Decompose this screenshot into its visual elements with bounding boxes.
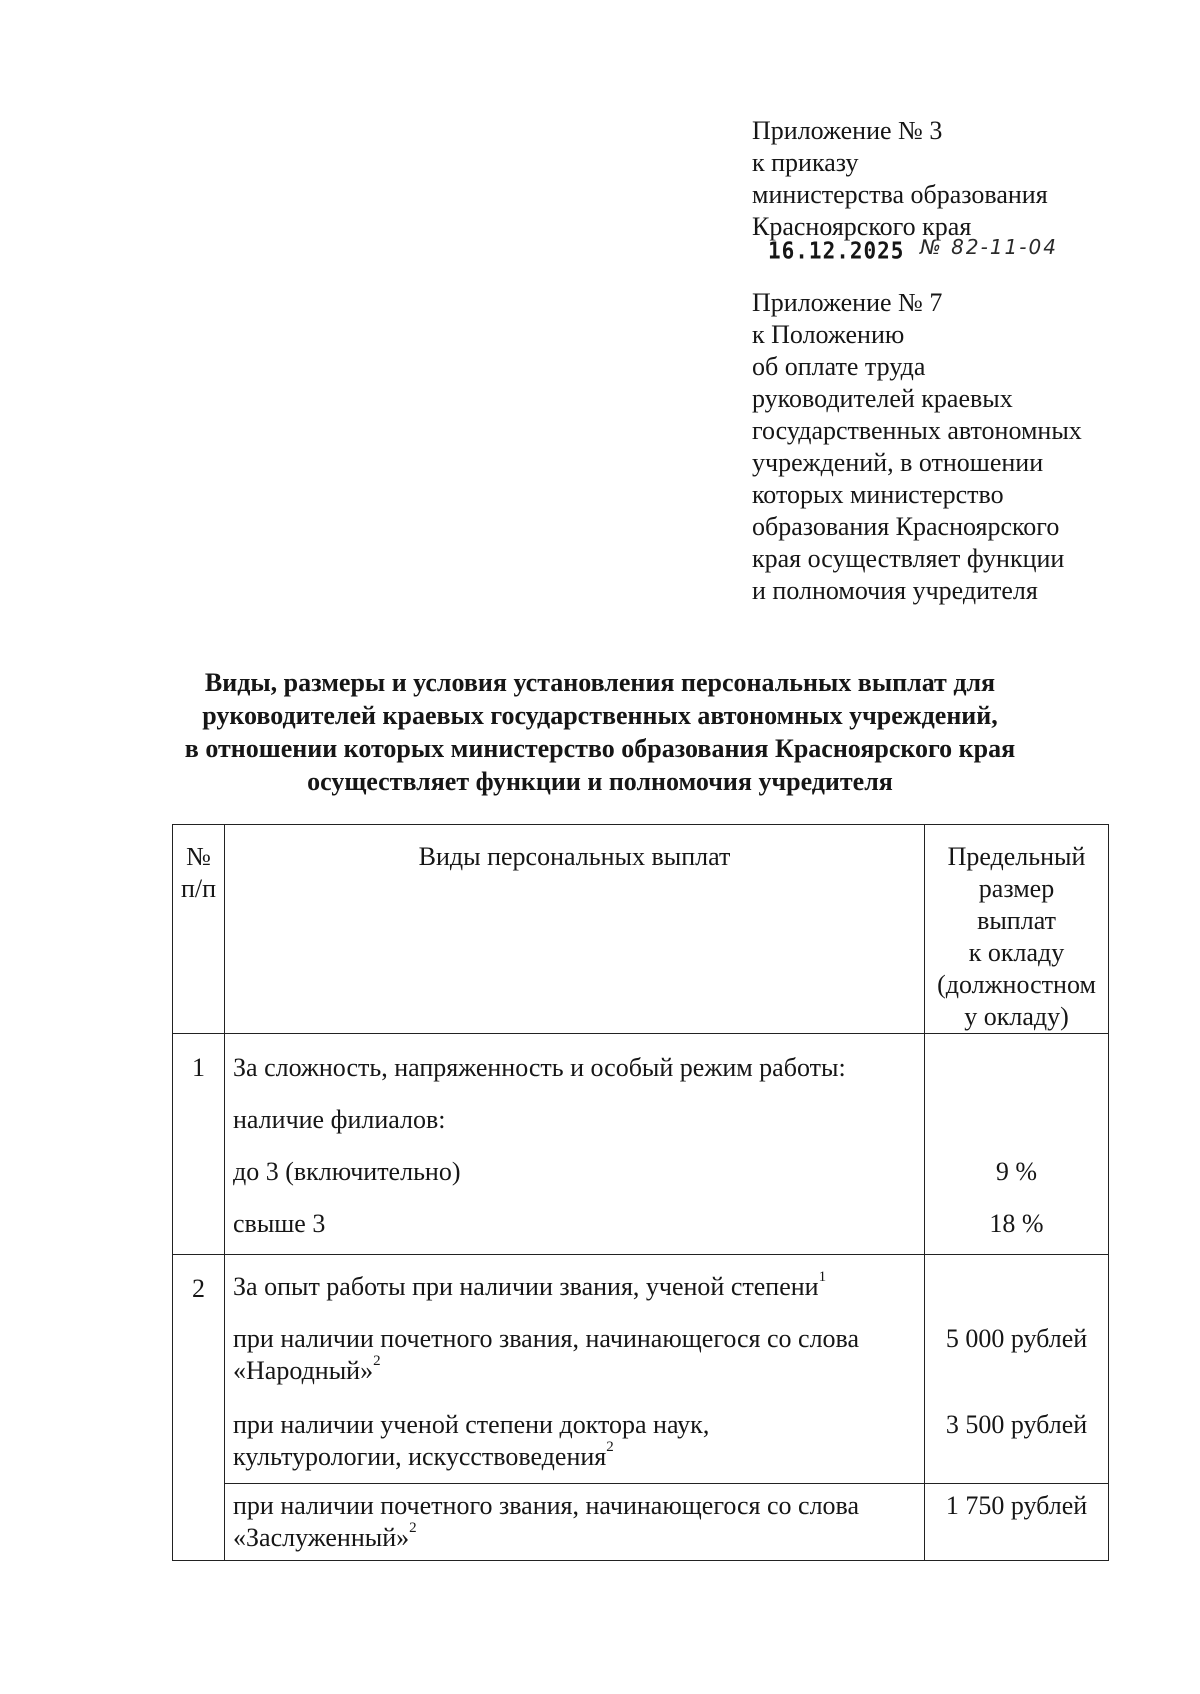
title-line: Виды, размеры и условия установления персональных выплат для xyxy=(204,668,996,697)
header-kind-text: Виды персональных выплат xyxy=(418,842,731,871)
regulation-line: государственных автономных xyxy=(752,416,1082,445)
footnote-mark: 2 xyxy=(409,1520,417,1537)
title-line: осуществляет функции и полномочия учредителя xyxy=(307,767,893,796)
row2-title-text: За опыт работы при наличии звания, ученой степени xyxy=(233,1272,819,1301)
handwritten-date-number xyxy=(752,235,1182,264)
row1-item-value: 18 % xyxy=(989,1209,1044,1238)
row1-subtitle: наличие филиалов: xyxy=(233,1105,446,1134)
row-number: 2 xyxy=(173,1255,225,1561)
header-max-line: размер xyxy=(978,874,1055,903)
row2-item-label-b: «Заслуженный» xyxy=(233,1523,410,1552)
footnote-mark: 2 xyxy=(373,1353,381,1370)
header-max-line: у окладу) xyxy=(964,1002,1069,1031)
row1-item-label: свыше 3 xyxy=(233,1209,326,1238)
table-row xyxy=(173,1034,1109,1255)
regulation-line: края осуществляет функции xyxy=(752,544,1065,573)
regulation-line: которых министерство xyxy=(752,480,1004,509)
title-line: руководителей краевых государственных автономных учреждений, xyxy=(202,701,998,730)
approval-block xyxy=(752,115,1182,607)
footnote-mark: 1 xyxy=(818,1269,827,1286)
row-kind xyxy=(225,1255,925,1484)
row2-item-value: 5 000 рублей xyxy=(945,1324,1088,1353)
table-row xyxy=(173,1484,1109,1561)
header-number-line1: № xyxy=(186,842,211,871)
footnote-mark: 2 xyxy=(606,1439,614,1456)
header-max-line: к окладу xyxy=(968,938,1065,967)
region-label: Красноярского края xyxy=(752,212,972,241)
header-number xyxy=(173,825,225,1034)
row2-item-label-b: «Народный» xyxy=(233,1356,374,1385)
row2-item-label-b: культурологии, искусствоведения xyxy=(233,1442,607,1471)
row2-item-label xyxy=(225,1484,924,1560)
regulation-line: учреждений, в отношении xyxy=(752,448,1044,477)
title-line: в отношении которых министерство образования Красноярского края xyxy=(184,734,1016,763)
row-kind xyxy=(225,1034,925,1255)
row1-item-value: 9 % xyxy=(995,1157,1038,1186)
row2-item-label-a: при наличии почетного звания, начинающегося со слова xyxy=(233,1491,860,1520)
to-order-label: к приказу xyxy=(752,148,859,177)
header-max-line: (должностном xyxy=(937,970,1096,999)
regulation-line: и полномочия учредителя xyxy=(752,576,1038,605)
row-kind xyxy=(225,1484,925,1561)
row2-item-label-a: при наличии ученой степени доктора наук, xyxy=(233,1410,710,1439)
header-number-line2: п/п xyxy=(180,874,217,903)
row1-item-label: до 3 (включительно) xyxy=(233,1157,461,1186)
row2-item-value: 3 500 рублей xyxy=(945,1410,1088,1439)
header-max xyxy=(925,825,1109,1034)
row-max xyxy=(925,1484,1109,1561)
header-max-line: выплат xyxy=(977,906,1056,935)
ministry-label: министерства образования xyxy=(752,180,1048,209)
regulation-line: руководителей краевых xyxy=(752,384,1013,413)
row2-item-label xyxy=(225,1303,924,1387)
row-max xyxy=(925,1255,1109,1484)
appendix-7-label: Приложение № 7 xyxy=(752,288,943,317)
payments-table xyxy=(172,824,1109,1561)
to-regulation-label: к Положению xyxy=(752,320,905,349)
table-header-row xyxy=(173,825,1109,1034)
appendix-3-label: Приложение № 3 xyxy=(752,116,943,145)
row-number: 1 xyxy=(173,1034,225,1255)
header-kind xyxy=(225,825,925,1034)
handwritten-number: № 82-11-04 xyxy=(920,235,1058,259)
header-max-line: Предельный xyxy=(947,842,1086,871)
row2-title xyxy=(225,1255,924,1303)
row2-item-label xyxy=(225,1387,924,1483)
regulation-line: образования Красноярского xyxy=(752,512,1060,541)
row1-title: За сложность, напряженность и особый режим работы: xyxy=(233,1053,846,1082)
table-row xyxy=(173,1255,1109,1484)
handwritten-date: 16.12.2025 xyxy=(768,238,905,264)
regulation-line: об оплате труда xyxy=(752,352,926,381)
row2-item-label-a: при наличии почетного звания, начинающегося со слова xyxy=(233,1324,860,1353)
row-max xyxy=(925,1034,1109,1255)
row2-item-value: 1 750 рублей xyxy=(945,1491,1088,1520)
document-title xyxy=(150,666,1050,798)
